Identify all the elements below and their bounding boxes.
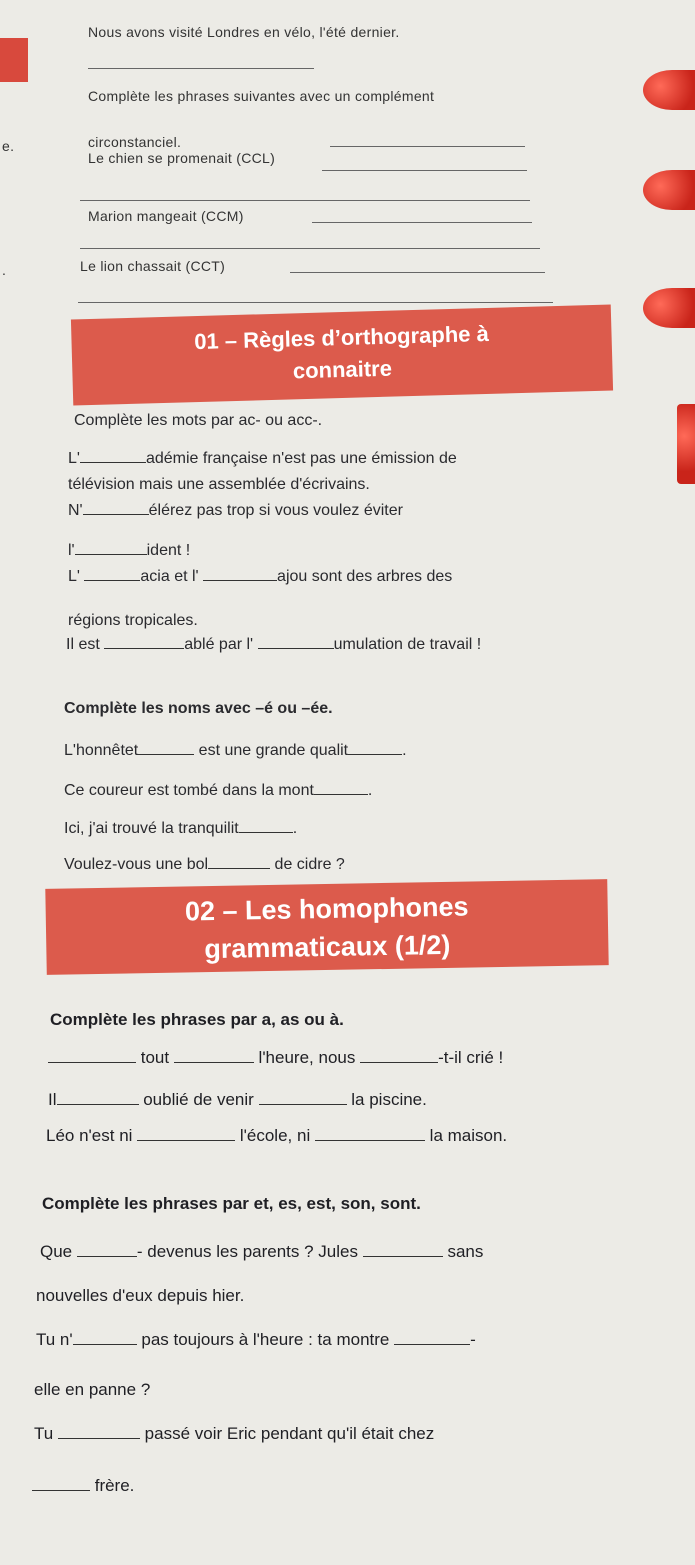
answer-blank[interactable] — [203, 580, 277, 581]
exercise-line: L'honnêtet est une grande qualit . — [64, 742, 407, 759]
exercise-line: L' adémie française n'est pas une émission de — [68, 450, 457, 467]
answer-blank[interactable] — [360, 1062, 438, 1063]
answer-blank[interactable] — [258, 648, 334, 649]
exercise-line: Voulez-vous une bol de cidre ? — [64, 856, 345, 873]
answer-blank[interactable] — [363, 1256, 443, 1257]
instruction-line2: circonstanciel. — [88, 134, 182, 150]
binder-ring — [643, 288, 695, 328]
answer-line — [322, 170, 527, 171]
exercise-line: Ce coureur est tombé dans la mont . — [64, 782, 373, 799]
banner-title-line1: 02 – Les homophones — [184, 891, 469, 927]
intro-sentence: Nous avons visité Londres en vélo, l'été dernier. — [88, 24, 400, 40]
exercise-instruction: Complète les phrases par a, as ou à. — [50, 1010, 344, 1029]
exercise-line: tout l'heure, nous -t-il crié ! — [48, 1048, 503, 1068]
binder-ring — [677, 404, 695, 484]
answer-line — [330, 146, 525, 147]
exercise-instruction: Complète les phrases par et, es, est, son, sont. — [42, 1194, 421, 1213]
instruction-line1: Complète les phrases suivantes avec un complément — [88, 88, 435, 104]
answer-blank[interactable] — [84, 580, 140, 581]
answer-blank[interactable] — [58, 1438, 140, 1439]
answer-line — [78, 302, 553, 303]
answer-blank[interactable] — [394, 1344, 470, 1345]
answer-blank[interactable] — [348, 754, 402, 755]
exercise-line: N' élérez pas trop si vous voulez éviter — [68, 502, 403, 519]
answer-blank[interactable] — [80, 462, 146, 463]
answer-blank[interactable] — [137, 1140, 235, 1141]
binder-ring — [643, 170, 695, 210]
exercise-line: elle en panne ? — [34, 1380, 151, 1399]
margin-mark: . — [2, 262, 7, 278]
exercise-line: Tu n' pas toujours à l'heure : ta montre - — [36, 1330, 476, 1349]
banner-title-line1: 01 – Règles d’orthographe à — [193, 320, 490, 355]
answer-blank[interactable] — [32, 1490, 90, 1491]
answer-blank[interactable] — [57, 1104, 139, 1105]
answer-blank[interactable] — [75, 554, 147, 555]
banner-title-line2: grammaticaux (1/2) — [204, 929, 451, 965]
answer-blank[interactable] — [208, 868, 270, 869]
exercise-line: Il est ablé par l' umulation de travail ! — [66, 636, 482, 653]
answer-blank[interactable] — [174, 1062, 254, 1063]
answer-blank[interactable] — [77, 1256, 137, 1257]
answer-line — [312, 222, 532, 223]
exercise-instruction: Complète les noms avec –é ou –ée. — [64, 700, 333, 717]
exercise-instruction: Complète les mots par ac- ou acc-. — [74, 412, 323, 429]
exercise-line: nouvelles d'eux depuis hier. — [36, 1286, 245, 1305]
exercise-line: Ici, j'ai trouvé la tranquilit . — [64, 820, 298, 837]
answer-line — [80, 200, 530, 201]
answer-blank[interactable] — [315, 1140, 425, 1141]
answer-line — [88, 68, 314, 69]
section-banner-02 — [45, 879, 608, 975]
answer-blank[interactable] — [104, 648, 184, 649]
left-red-tab — [0, 38, 28, 82]
answer-blank[interactable] — [239, 832, 293, 833]
banner-title-line2: connaitre — [292, 355, 393, 384]
exercise-line: frère. — [32, 1476, 134, 1496]
exercise-line: l' ident ! — [68, 542, 191, 559]
exercise-line: Léo n'est ni l'école, ni la maison. — [46, 1126, 508, 1145]
answer-blank[interactable] — [48, 1062, 136, 1063]
sentence-ccm: Marion mangeait (CCM) — [88, 208, 244, 224]
exercise-line: L' acia et l' ajou sont des arbres des — [68, 568, 453, 585]
answer-line — [80, 248, 540, 249]
answer-blank[interactable] — [259, 1104, 347, 1105]
exercise-line: Tu passé voir Eric pendant qu'il était chez — [34, 1424, 435, 1443]
binder-ring — [643, 70, 695, 110]
answer-line — [290, 272, 545, 273]
exercise-line: Que - devenus les parents ? Jules sans — [40, 1242, 484, 1261]
answer-blank[interactable] — [83, 514, 149, 515]
sentence-ccl: Le chien se promenait (CCL) — [88, 150, 276, 166]
margin-mark: e. — [2, 138, 15, 154]
exercise-line: régions tropicales. — [68, 612, 198, 629]
answer-blank[interactable] — [138, 754, 194, 755]
section-banner-01 — [71, 304, 613, 405]
answer-blank[interactable] — [73, 1344, 137, 1345]
answer-blank[interactable] — [314, 794, 368, 795]
sentence-cct: Le lion chassait (CCT) — [80, 258, 226, 274]
exercise-line: télévision mais une assemblée d'écrivains. — [68, 476, 370, 493]
exercise-line: Il oublié de venir la piscine. — [48, 1090, 427, 1109]
